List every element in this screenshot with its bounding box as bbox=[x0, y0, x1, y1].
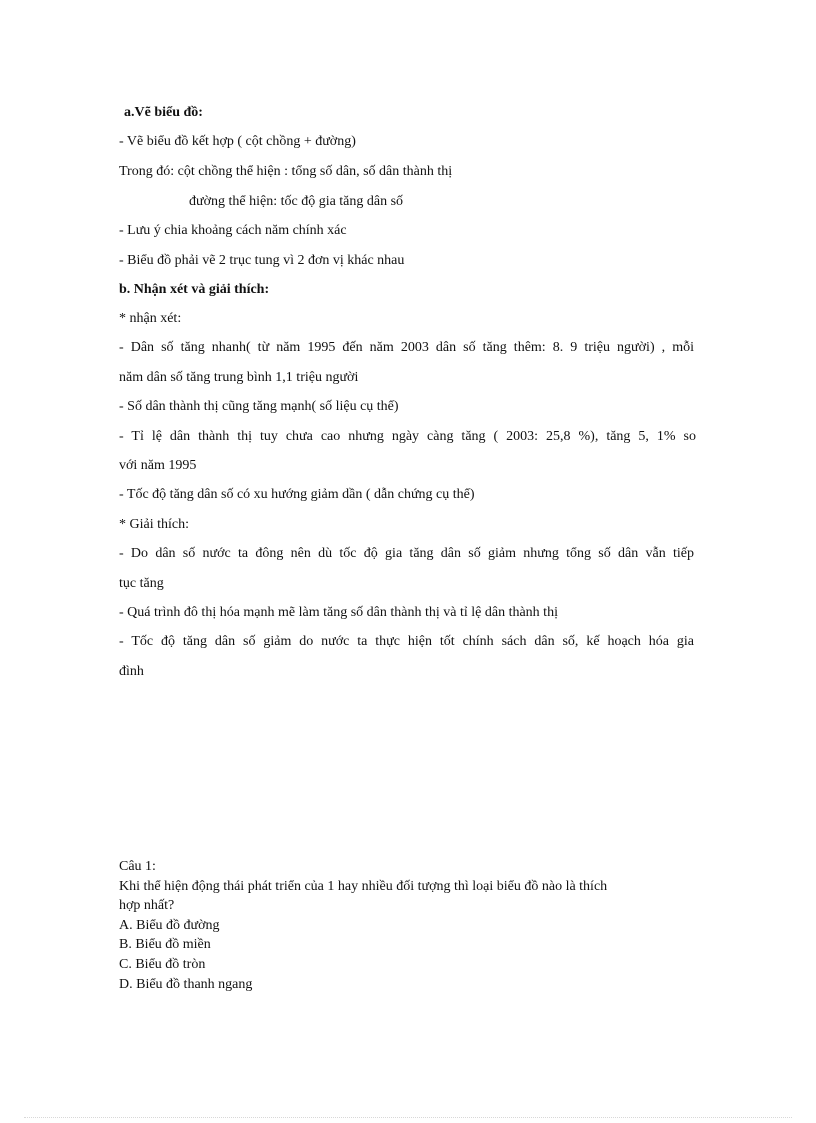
explain-line-3: - Quá trình đô thị hóa mạnh mẽ làm tăng số dân thành thị và tỉ lệ dân thành thị bbox=[119, 605, 558, 620]
explain-line-1: - Do dân số nước ta đông nên dù tốc độ gia tăng dân số giảm nhưng tổng số dân vẫn tiếp bbox=[119, 546, 694, 561]
remark-line-1: - Dân số tăng nhanh( từ năm 1995 đến năm 2003 dân số tăng thêm: 8. 9 triệu người) , mỗi bbox=[119, 340, 694, 355]
question-text-line-1: Khi thể hiện động thái phát triển của 1 hay nhiều đối tượng thì loại biểu đồ nào là thích bbox=[119, 878, 608, 894]
explain-line-2: tục tăng bbox=[119, 576, 164, 591]
section-a-line-4: - Lưu ý chia khoảng cách năm chính xác bbox=[119, 223, 347, 238]
option-a: A. Biểu đồ đường bbox=[119, 917, 220, 933]
remark-line-5: với năm 1995 bbox=[119, 458, 197, 473]
section-a-line-2: Trong đó: cột chồng thể hiện : tổng số dân, số dân thành thị bbox=[119, 164, 453, 179]
option-c: C. Biểu đồ tròn bbox=[119, 956, 206, 972]
section-a-line-5: - Biểu đồ phải vẽ 2 trục tung vì 2 đơn vị khác nhau bbox=[119, 253, 405, 268]
question-label: Câu 1: bbox=[119, 859, 156, 874]
question-text-line-2: hợp nhất? bbox=[119, 898, 175, 914]
remark-line-4: - Tỉ lệ dân thành thị tuy chưa cao nhưng ngày càng tăng ( 2003: 25,8 %), tăng 5, 1% so bbox=[119, 429, 696, 444]
remark-line-2: năm dân số tăng trung bình 1,1 triệu người bbox=[119, 370, 359, 385]
explain-title: * Giải thích: bbox=[119, 517, 189, 532]
section-a-line-3: đường thể hiện: tốc độ gia tăng dân số bbox=[189, 194, 404, 209]
section-a-line-1: - Vẽ biểu đồ kết hợp ( cột chồng + đường) bbox=[119, 134, 356, 149]
section-b-heading: b. Nhận xét và giải thích: bbox=[119, 282, 270, 297]
option-d: D. Biểu đồ thanh ngang bbox=[119, 976, 253, 992]
section-a-heading: a.Vẽ biểu đồ: bbox=[124, 105, 203, 120]
remarks-title: * nhận xét: bbox=[119, 311, 182, 326]
remark-line-6: - Tốc độ tăng dân số có xu hướng giảm dần ( dẫn chứng cụ thể) bbox=[119, 487, 475, 502]
explain-line-4: - Tốc độ tăng dân số giảm do nước ta thực hiện tốt chính sách dân số, kế hoạch hóa gia bbox=[119, 634, 694, 649]
remark-line-3: - Số dân thành thị cũng tăng mạnh( số liệu cụ thể) bbox=[119, 399, 399, 414]
option-b: B. Biểu đồ miền bbox=[119, 937, 211, 953]
page-bottom-rule bbox=[24, 1117, 792, 1118]
explain-line-5: đình bbox=[119, 664, 144, 679]
question-block bbox=[119, 857, 699, 994]
